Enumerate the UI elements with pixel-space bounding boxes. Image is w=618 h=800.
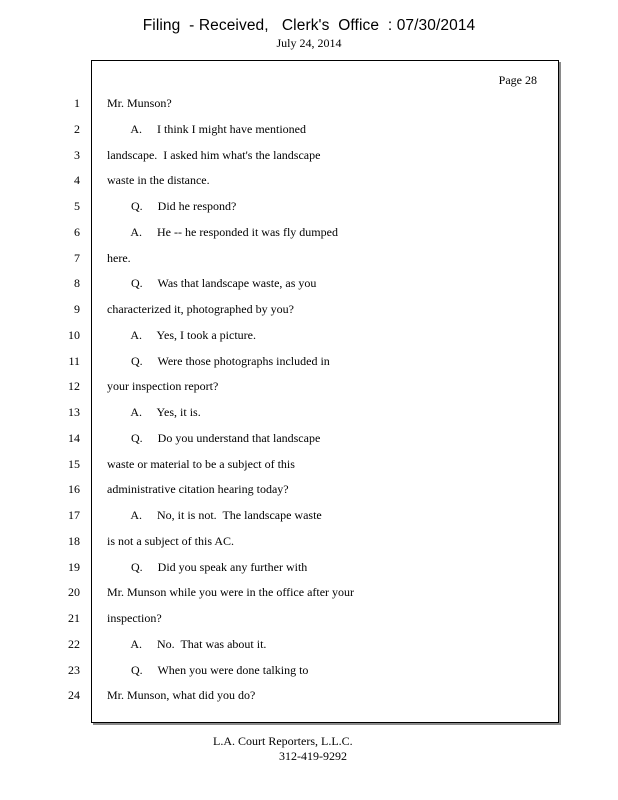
transcript-line-text: A. No. That was about it. [107,637,267,651]
transcript-line-text: Mr. Munson while you were in the office after your [107,585,355,599]
line-number: 6 [74,225,80,239]
transcript-line-text: Q. Did he respond? [107,199,237,213]
line-number: 18 [68,534,80,548]
line-number: 16 [68,482,80,496]
transcript-line-text: characterized it, photographed by you? [107,302,294,316]
deposition-date: July 24, 2014 [276,36,342,50]
transcript-line-text: A. Yes, I took a picture. [107,328,256,342]
court-reporter-phone: 312-419-9292 [279,749,347,763]
transcript-line-text: Mr. Munson? [107,96,172,110]
line-number: 14 [68,431,80,445]
line-number: 7 [74,251,80,265]
line-number: 15 [68,457,80,471]
transcript-line-text: A. No, it is not. The landscape waste [107,508,322,522]
transcript-line-text: Q. Were those photographs included in [107,354,330,368]
transcript-line-text: waste in the distance. [107,173,210,187]
court-reporter-name: L.A. Court Reporters, L.L.C. [213,734,353,748]
transcript-line-text: landscape. I asked him what's the landscape [107,148,321,162]
transcript-line-text: Q. Was that landscape waste, as you [107,276,317,290]
line-number: 22 [68,637,80,651]
transcript-line-text: your inspection report? [107,379,219,393]
line-number: 10 [68,328,80,342]
line-number: 11 [68,354,80,368]
transcript-line-text: Mr. Munson, what did you do? [107,688,256,702]
line-number: 24 [68,688,80,702]
transcript-line-text: Q. Do you understand that landscape [107,431,321,445]
transcript-line-text: inspection? [107,611,162,625]
line-number: 8 [74,276,80,290]
line-number: 21 [68,611,80,625]
transcript-line-text: administrative citation hearing today? [107,482,289,496]
line-number: 20 [68,585,80,599]
transcript-line-text: Q. When you were done talking to [107,663,309,677]
transcript-line-text: A. I think I might have mentioned [107,122,306,136]
line-number: 4 [74,173,80,187]
line-number: 1 [74,96,80,110]
transcript-line-text: Q. Did you speak any further with [107,560,308,574]
page-number: Page 28 [498,73,537,87]
transcript-line-text: A. Yes, it is. [107,405,201,419]
line-number: 3 [74,148,80,162]
line-number: 17 [68,508,80,522]
line-number: 12 [68,379,80,393]
transcript-line-text: waste or material to be a subject of this [107,457,295,471]
transcript-line-text: here. [107,251,131,265]
transcript-line-text: A. He -- he responded it was fly dumped [107,225,338,239]
filing-stamp-header: Filing - Received, Clerk's Office : 07/30/2014 [142,17,476,34]
transcript-line-text: is not a subject of this AC. [107,534,234,548]
line-number: 5 [74,199,80,213]
line-number: 23 [68,663,80,677]
line-number: 19 [68,560,80,574]
line-number: 9 [74,302,80,316]
line-number: 13 [68,405,80,419]
line-number: 2 [74,122,80,136]
